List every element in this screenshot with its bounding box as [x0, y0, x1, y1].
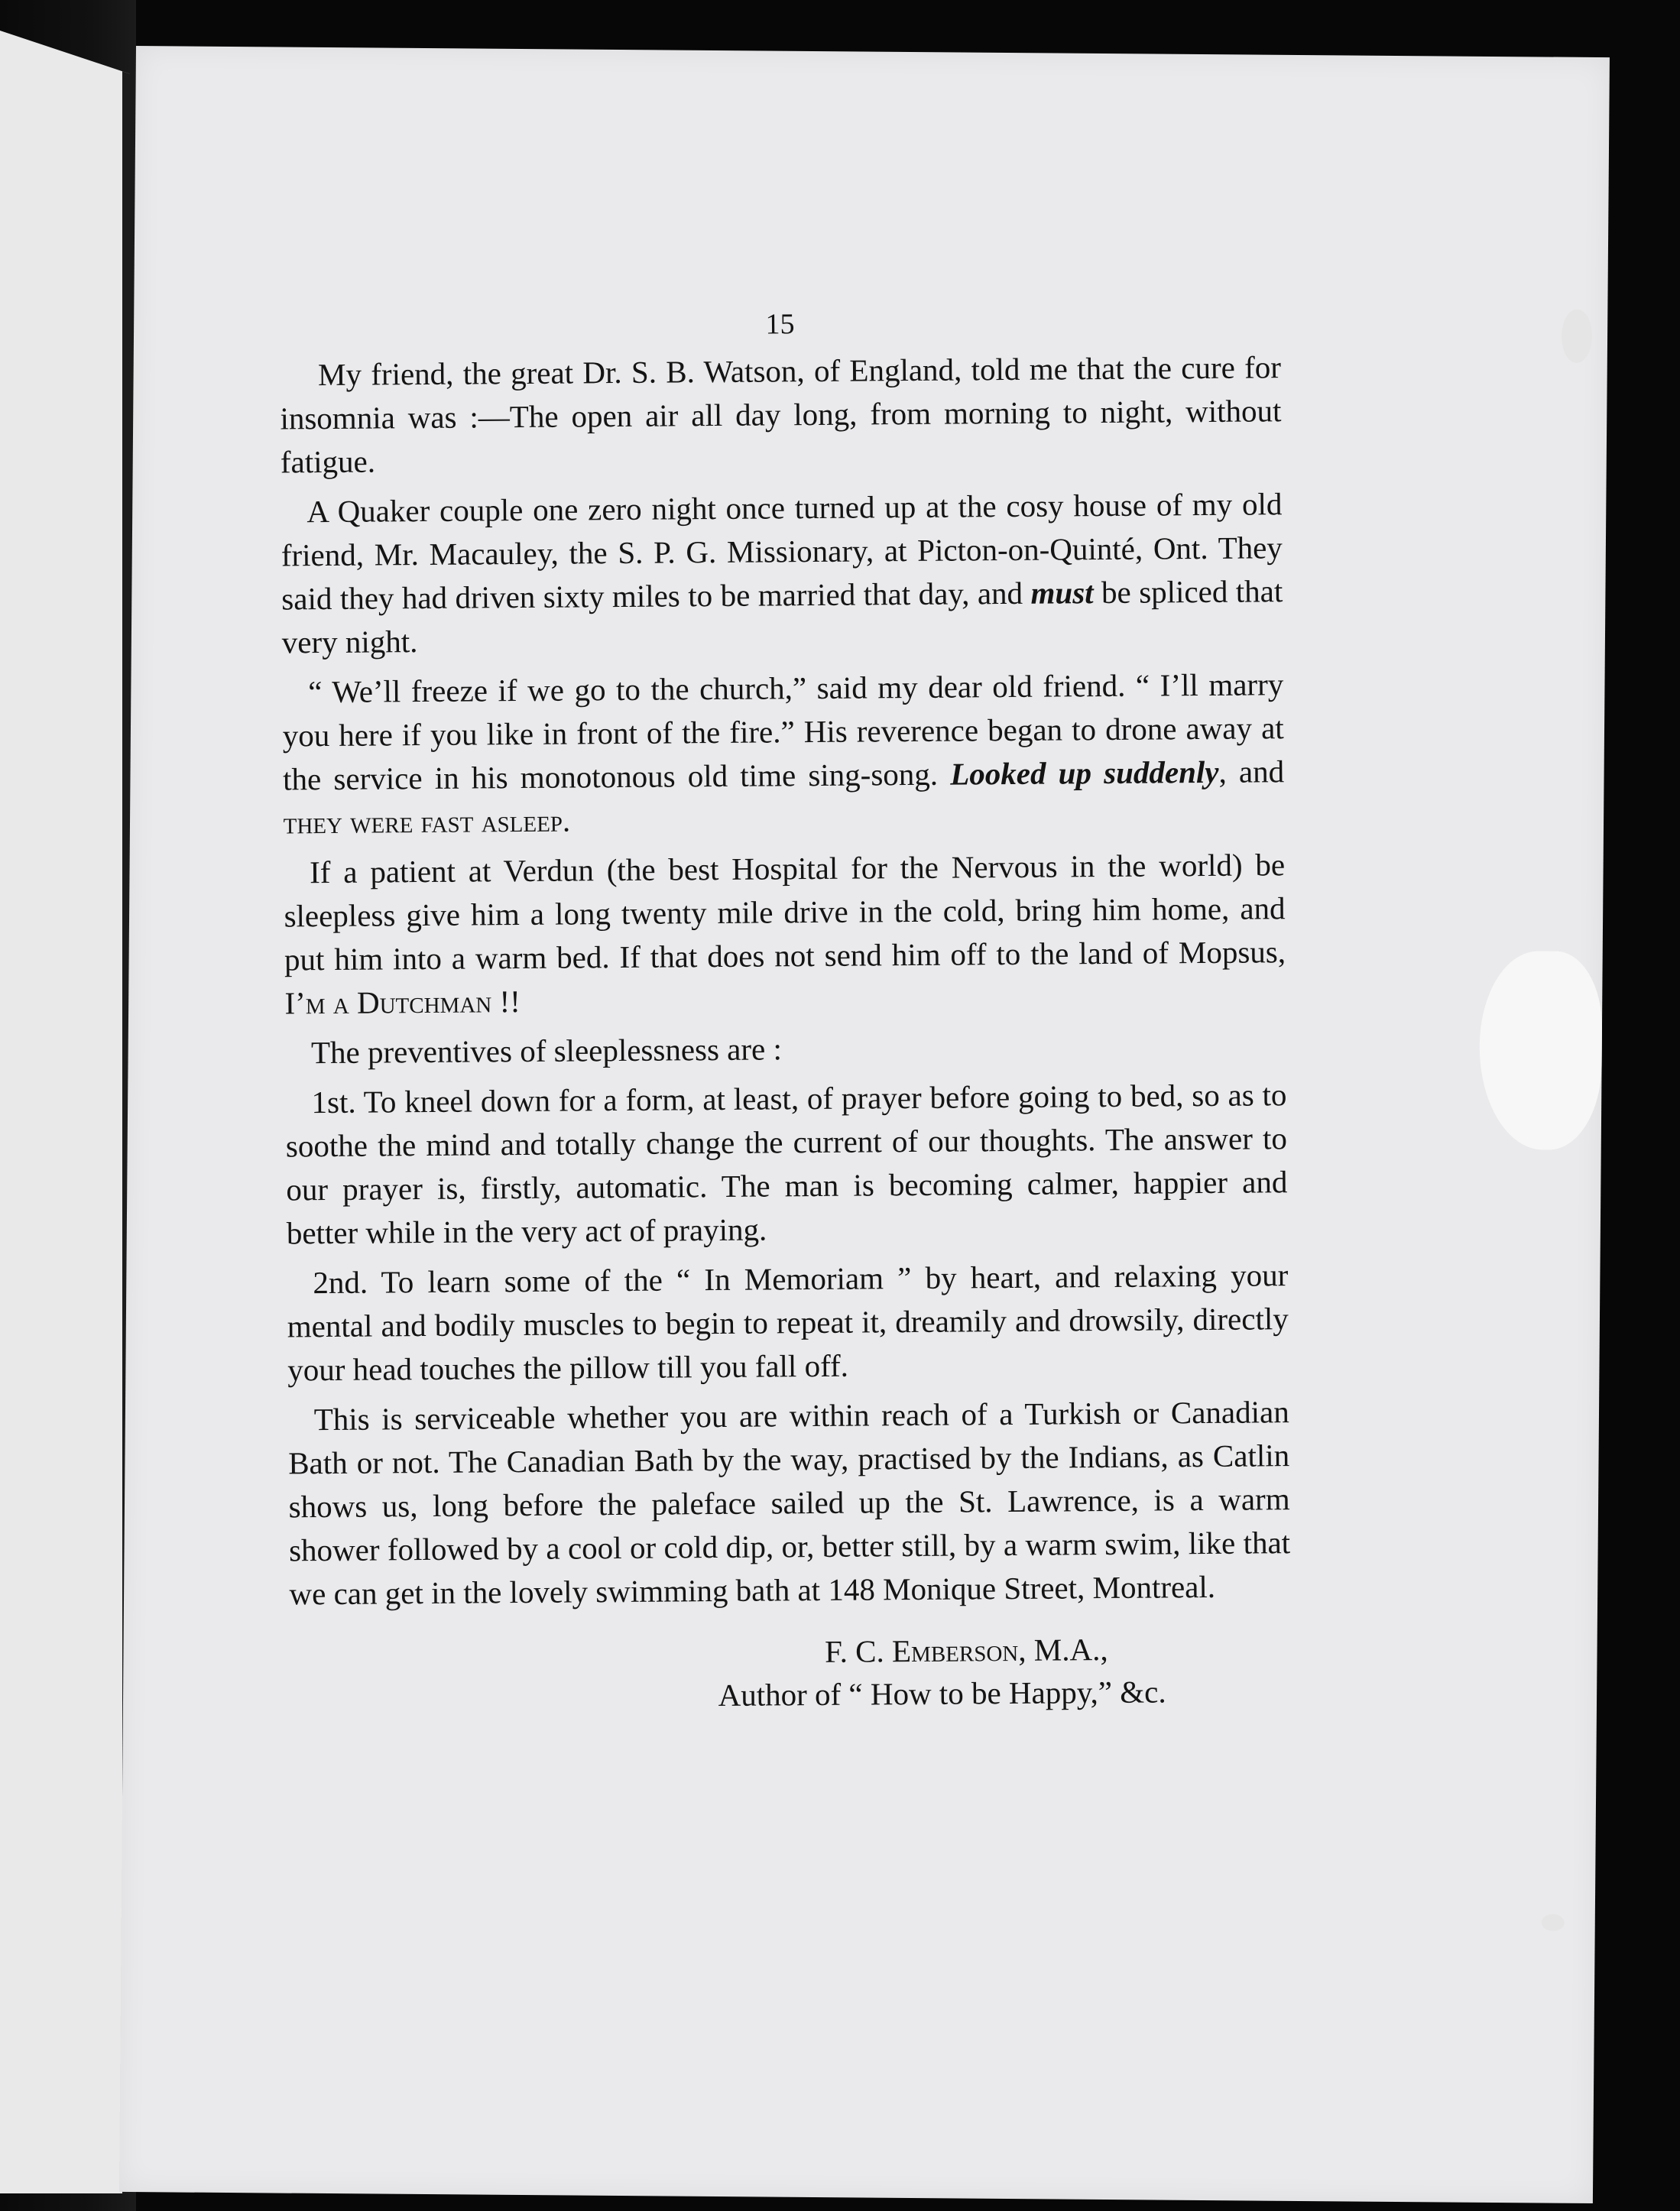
paragraph-text: , and: [1218, 754, 1285, 789]
paragraph-text: 1st. To kneel down for a form, at least, of prayer before going to bed, so as to soothe the mind and totally change the current of our thoughts. The answer to our prayer is, firstly, automatic. The man is becoming calmer, happier and better while in the very act of praying.: [285, 1077, 1288, 1251]
page-text: [279, 299, 1291, 1720]
paper-speck: [1562, 310, 1593, 363]
body-paragraphs: [280, 345, 1291, 1616]
paragraph-text: The preventives of sleeplessness are :: [310, 1031, 783, 1071]
paragraph-text: My friend, the great Dr. S. B. Watson, of England, told me that the cure for insomnia was :—The open air all day long, from morning to night, without fatigue.: [280, 349, 1282, 480]
paragraph: [281, 482, 1283, 664]
torn-paper-edge: [1479, 951, 1603, 1150]
paragraph-text: 2nd. To learn some of the “ In Memoriam ” by heart, and relaxing your mental and bodily muscles to begin to repeat it, dreamily and drowsily, directly your head touches the pillow till you fall off.: [287, 1257, 1289, 1388]
paragraph: [285, 1073, 1288, 1255]
emphasis-text: must: [1030, 575, 1094, 611]
paragraph: [282, 663, 1285, 845]
emphasis-text: Looked up suddenly: [950, 754, 1219, 792]
paragraph: [285, 1023, 1286, 1075]
facing-page-edge: [0, 31, 130, 2193]
paragraph: [280, 345, 1282, 484]
paragraph: [288, 1390, 1291, 1616]
paragraph-text: If a patient at Verdun (the best Hospital for the Nervous in the world) be sleepless give him a long twenty mile drive in the cold, bring him home, and put him into a warm bed. If that does not send him off to the land of Mopsus,: [284, 847, 1286, 977]
paragraph: [287, 1253, 1289, 1392]
signature-work: Author of “ How to be Happy,” &c.: [718, 1674, 1166, 1713]
paragraph-text: This is serviceable whether you are within reach of a Turkish or Canadian Bath or not. The Canadian Bath by the way, practised by the Indians, as Catlin shows us, long before the paleface sailed up the St. Lawrence, is a warm shower followed by a cool or cold dip, or, better still, by a warm swim, like that we can get in the lovely swimming bath at 148 Monique Street, Montreal.: [288, 1394, 1291, 1612]
page-number: 15: [765, 308, 795, 341]
paragraph-text: be spliced that very night.: [281, 573, 1283, 660]
paragraph-text: A Quaker couple one zero night once turned up at the cosy house of my old friend, Mr. Macauley, the S. P. G. Missionary, at Picton-on-Quinté, Ont. They said they had driven sixty miles to be married that day, and: [281, 486, 1283, 617]
paragraph: [284, 843, 1286, 1025]
signature-block: [290, 1626, 1292, 1720]
emphasis-text: they were fast asleep.: [283, 802, 571, 841]
document-page: [119, 46, 1610, 2203]
signature-author: F. C. Emberson, M.A.,: [824, 1632, 1108, 1669]
emphasis-text: I’m a Dutchman !!: [284, 984, 521, 1021]
paper-speck: [1542, 1914, 1565, 1931]
paragraph-text: “ We’ll freeze if we go to the church,” said my dear old friend. “ I’ll marry you here if you like in front of the fire.” His reverence began to drone away at the service in his monotonous old time sing-song.: [282, 666, 1284, 797]
